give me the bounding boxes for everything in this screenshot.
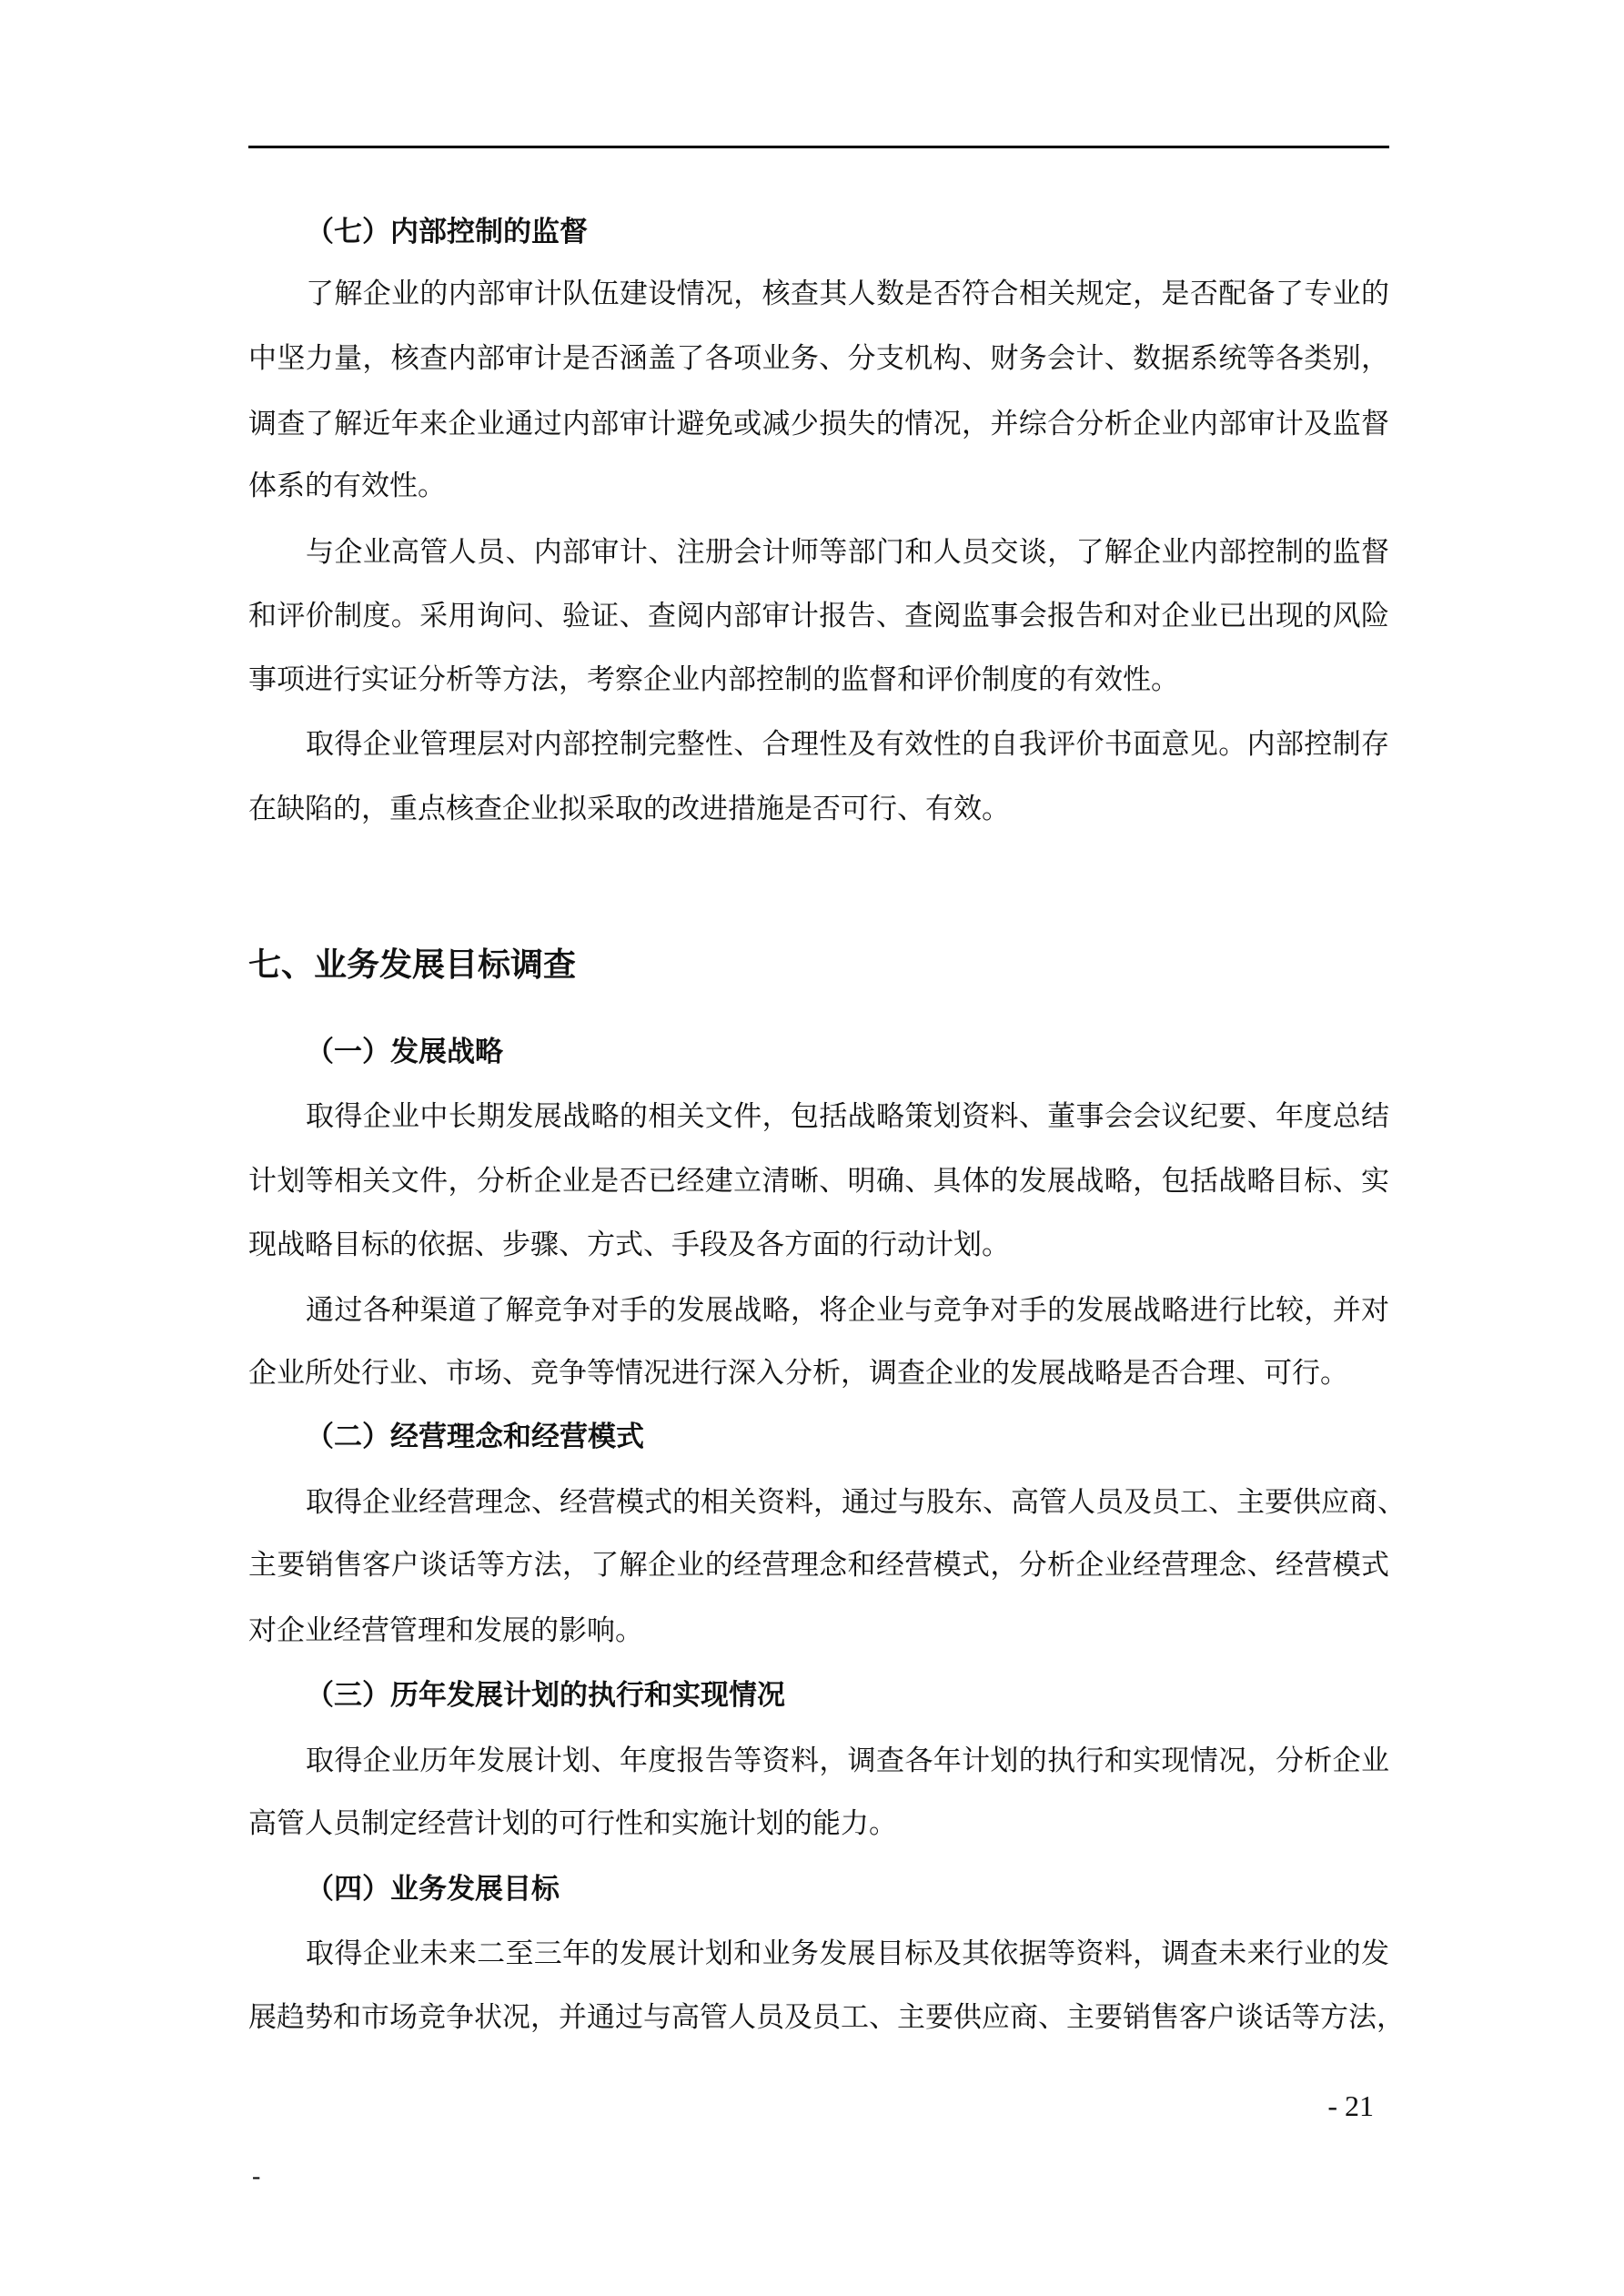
subsection-heading: （一）发展战略	[306, 1036, 503, 1068]
paragraph-line: 在缺陷的，重点核查企业拟采取的改进措施是否可行、有效。	[248, 793, 1010, 825]
section-heading: 七、业务发展目标调查	[248, 946, 577, 984]
subsection-heading: （三）历年发展计划的执行和实现情况	[306, 1679, 785, 1712]
header-rule	[248, 146, 1389, 148]
paragraph-line: 取得企业历年发展计划、年度报告等资料，调查各年计划的执行和实现情况，分析企业	[306, 1745, 1389, 1777]
paragraph-line: 对企业经营管理和发展的影响。	[248, 1614, 643, 1647]
paragraph-line: 主要销售客户谈话等方法，了解企业的经营理念和经营模式，分析企业经营理念、经营模式	[248, 1549, 1389, 1582]
paragraph-line: 取得企业经营理念、经营模式的相关资料，通过与股东、高管人员及员工、主要供应商、	[306, 1486, 1406, 1519]
paragraph-line: 事项进行实证分析等方法，考察企业内部控制的监督和评价制度的有效性。	[248, 663, 1179, 696]
paragraph-line: 体系的有效性。	[248, 470, 446, 502]
paragraph-line: 了解企业的内部审计队伍建设情况，核查其人数是否符合相关规定，是否配备了专业的	[306, 278, 1389, 310]
subsection-heading: （四）业务发展目标	[306, 1873, 560, 1906]
page-number: - 21	[1327, 2089, 1374, 2122]
paragraph-line: 通过各种渠道了解竞争对手的发展战略，将企业与竞争对手的发展战略进行比较，并对	[306, 1294, 1389, 1327]
paragraph-line: 企业所处行业、市场、竞争等情况进行深入分析，调查企业的发展战略是否合理、可行。	[248, 1357, 1348, 1390]
paragraph-line: 现战略目标的依据、步骤、方式、手段及各方面的行动计划。	[248, 1229, 1010, 1261]
subsection-heading: （二）经营理念和经营模式	[306, 1421, 644, 1453]
paragraph-line: 调查了解近年来企业通过内部审计避免或减少损失的情况，并综合分析企业内部审计及监督	[248, 408, 1389, 440]
paragraph-line: 中坚力量，核查内部审计是否涵盖了各项业务、分支机构、财务会计、数据系统等各类别，	[248, 342, 1389, 375]
paragraph-line: 取得企业中长期发展战略的相关文件，包括战略策划资料、董事会会议纪要、年度总结	[306, 1100, 1389, 1133]
footer-dash: -	[252, 2162, 261, 2190]
paragraph-line: 取得企业未来二至三年的发展计划和业务发展目标及其依据等资料，调查未来行业的发	[306, 1937, 1389, 1970]
subsection-heading: （七）内部控制的监督	[306, 216, 588, 248]
paragraph-line: 与企业高管人员、内部审计、注册会计师等部门和人员交谈，了解企业内部控制的监督	[306, 536, 1389, 569]
paragraph-line: 展趋势和市场竞争状况，并通过与高管人员及员工、主要供应商、主要销售客户谈话等方法，	[248, 2001, 1405, 2034]
paragraph-line: 高管人员制定经营计划的可行性和实施计划的能力。	[248, 1807, 897, 1840]
paragraph-line: 计划等相关文件，分析企业是否已经建立清晰、明确、具体的发展战略，包括战略目标、实	[248, 1165, 1389, 1198]
paragraph-line: 和评价制度。采用询问、验证、查阅内部审计报告、查阅监事会报告和对企业已出现的风险	[248, 600, 1389, 632]
paragraph-line: 取得企业管理层对内部控制完整性、合理性及有效性的自我评价书面意见。内部控制存	[306, 728, 1389, 761]
